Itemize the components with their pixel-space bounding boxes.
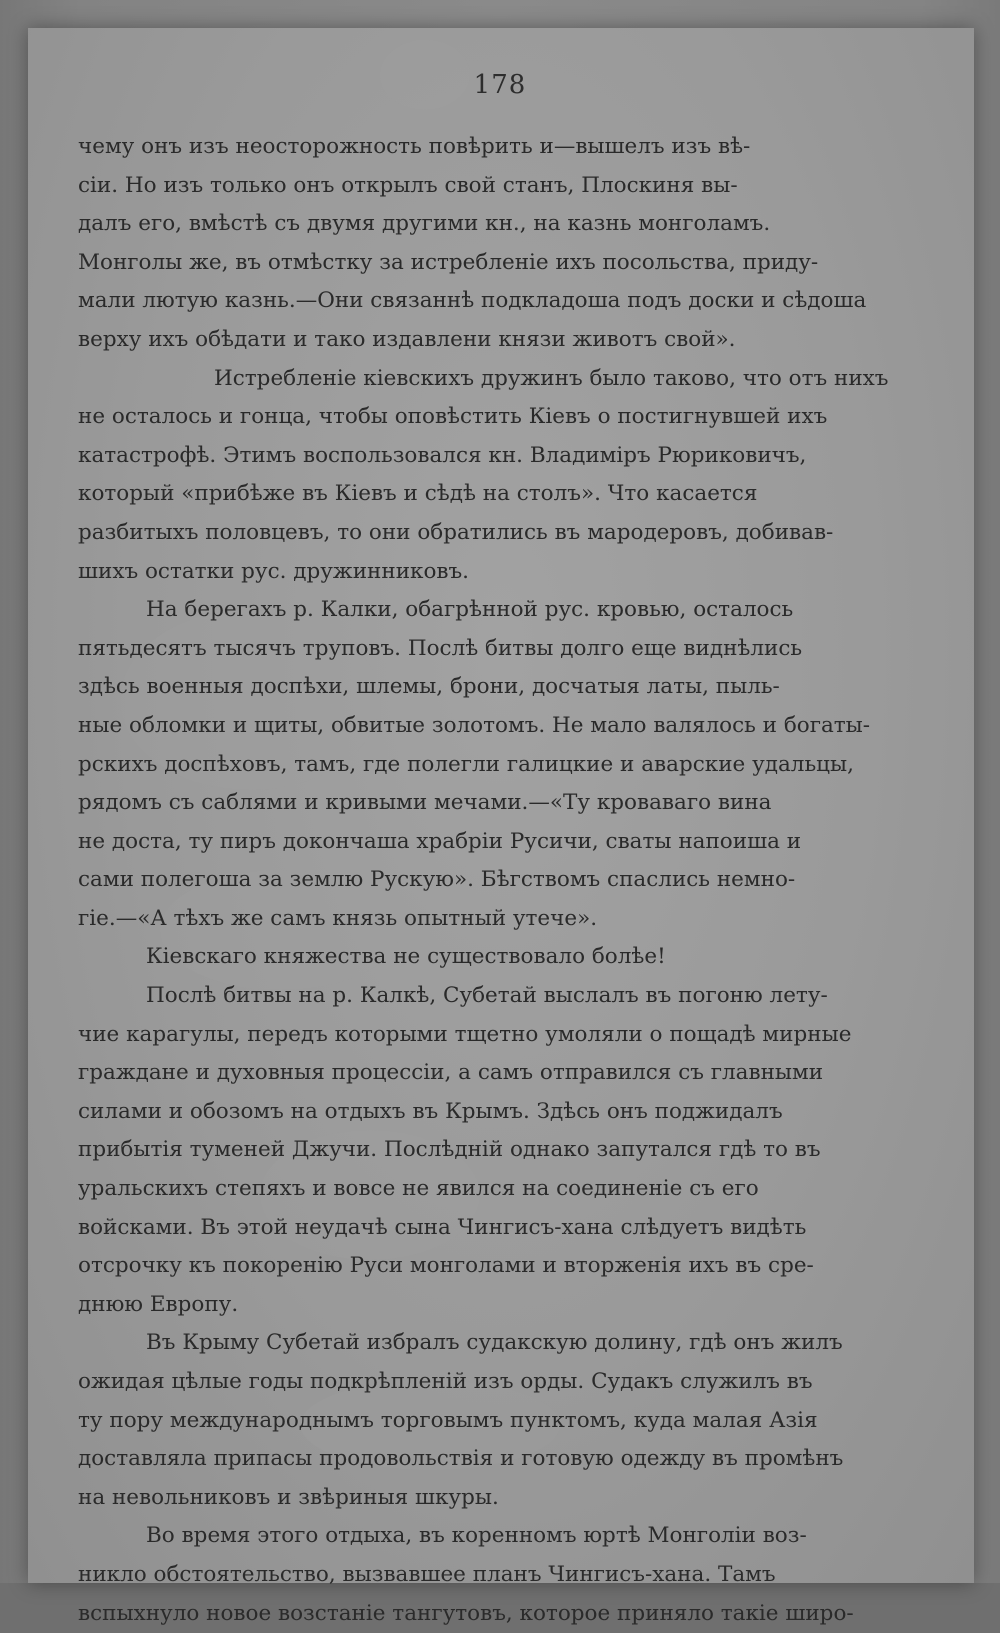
text-line: ту пору международнымъ торговымъ пунктомъ, куда малая Азія — [78, 1407, 818, 1433]
text-line: на невольниковъ и звѣриныя шкуры. — [78, 1484, 499, 1510]
text-line: который «прибѣже въ Кіевъ и сѣдѣ на столъ». Что касается — [78, 481, 758, 507]
text-line: далъ его, вмѣстѣ съ двумя другими кн., на казнь монголамъ. — [78, 211, 771, 237]
text-line: войсками. Въ этой неудачѣ сына Чингисъ-хана слѣдуетъ видѣть — [78, 1214, 807, 1240]
text-line: Послѣ битвы на р. Калкѣ, Субетай выслалъ въ погоню лету- — [146, 983, 828, 1009]
text-line: Въ Крыму Субетай избралъ судакскую долину, гдѣ онъ жилъ — [146, 1330, 843, 1356]
text-line: верху ихъ обѣдати и тако издавлени князи животъ свой». — [78, 326, 736, 352]
text-line: прибытія туменей Джучи. Послѣдній однако запутался гдѣ то въ — [78, 1137, 821, 1163]
text-line: не осталось и гонца, чтобы оповѣстить Кіевъ о постигнувшей ихъ — [78, 404, 828, 430]
text-line: чие карагулы, передъ которыми тщетно умоляли о пощадѣ мирные — [78, 1021, 852, 1047]
text-line: шихъ остатки рус. дружинниковъ. — [78, 558, 470, 584]
text-line: катастрофѣ. Этимъ воспользовался кн. Владиміръ Рюриковичъ, — [78, 442, 807, 468]
text-line: разбитыхъ половцевъ, то они обратились въ мародеровъ, добивав- — [78, 519, 834, 545]
text-line: доставляла припасы продовольствія и готовую одежду въ промѣнъ — [78, 1446, 844, 1472]
text-line: Кіевскаго княжества не существовало болѣе! — [146, 944, 666, 970]
text-line: сіи. Но изъ только онъ открылъ свой станъ, Плоскиня вы- — [78, 172, 738, 198]
text-line: здѣсь военныя доспѣхи, шлемы, брони, досчатыя латы, пыль- — [78, 674, 780, 700]
text-line: не доста, ту пиръ докончаша храбріи Русичи, сваты напоиша и — [78, 828, 802, 854]
text-line: вспыхнуло новое возстаніе тангутовъ, которое приняло такіе широ- — [78, 1600, 854, 1626]
text-line: ожидая цѣлые годы подкрѣпленій изъ орды. Судакъ служилъ въ — [78, 1369, 813, 1394]
text-line: уральскихъ степяхъ и вовсе не явился на соединеніе съ его — [78, 1176, 759, 1202]
text-line: рядомъ съ саблями и кривыми мечами.—«Ту кроваваго вина — [78, 790, 772, 816]
text-line: пятьдесятъ тысячъ труповъ. Послѣ битвы долго еще виднѣлись — [78, 635, 803, 661]
text-line: Монголы же, въ отмѣстку за истребленіе ихъ посольства, приду- — [78, 249, 819, 275]
text-line: рскихъ доспѣховъ, тамъ, где полегли галицкие и аварские удальцы, — [78, 751, 854, 777]
text-line: чему онъ изъ неосторожность повѣрить и—вышелъ изъ вѣ- — [78, 134, 751, 159]
text-line: граждане и духовныя процессіи, а самъ отправился съ главными — [78, 1060, 824, 1086]
text-line: сами полегоша за землю Рускую». Бѣгствомъ спаслись немно- — [78, 867, 796, 893]
text-line: никло обстоятельство, вызвавшее планъ Чингисъ-хана. Тамъ — [78, 1561, 776, 1587]
text-line: Истребленіе кіевскихъ дружинъ было таково, что отъ нихъ — [214, 365, 889, 391]
text-line: гіе.—«А тѣхъ же самъ князь опытный утече». — [78, 905, 598, 931]
text-line: Во время этого отдыха, въ коренномъ юртѣ Монголіи воз- — [146, 1523, 807, 1549]
text-line: мали лютую казнь.—Они связаннѣ подкладоша подъ доски и сѣдоша — [78, 288, 867, 314]
page-number: 178 — [473, 70, 527, 100]
text-line: днюю Европу. — [78, 1291, 239, 1317]
text-line: На берегахъ р. Калки, обагрѣнной рус. кровью, осталось — [146, 597, 794, 623]
text-line: силами и обозомъ на отдыхъ въ Крымъ. Здѣсь онъ поджидалъ — [78, 1098, 783, 1124]
text-line: отсрочку къ покоренію Руси монголами и вторженія ихъ въ сре- — [78, 1253, 814, 1279]
text-line: ные обломки и щиты, обвитые золотомъ. Не мало валялось и богаты- — [78, 712, 871, 738]
page-text — [78, 128, 934, 1633]
